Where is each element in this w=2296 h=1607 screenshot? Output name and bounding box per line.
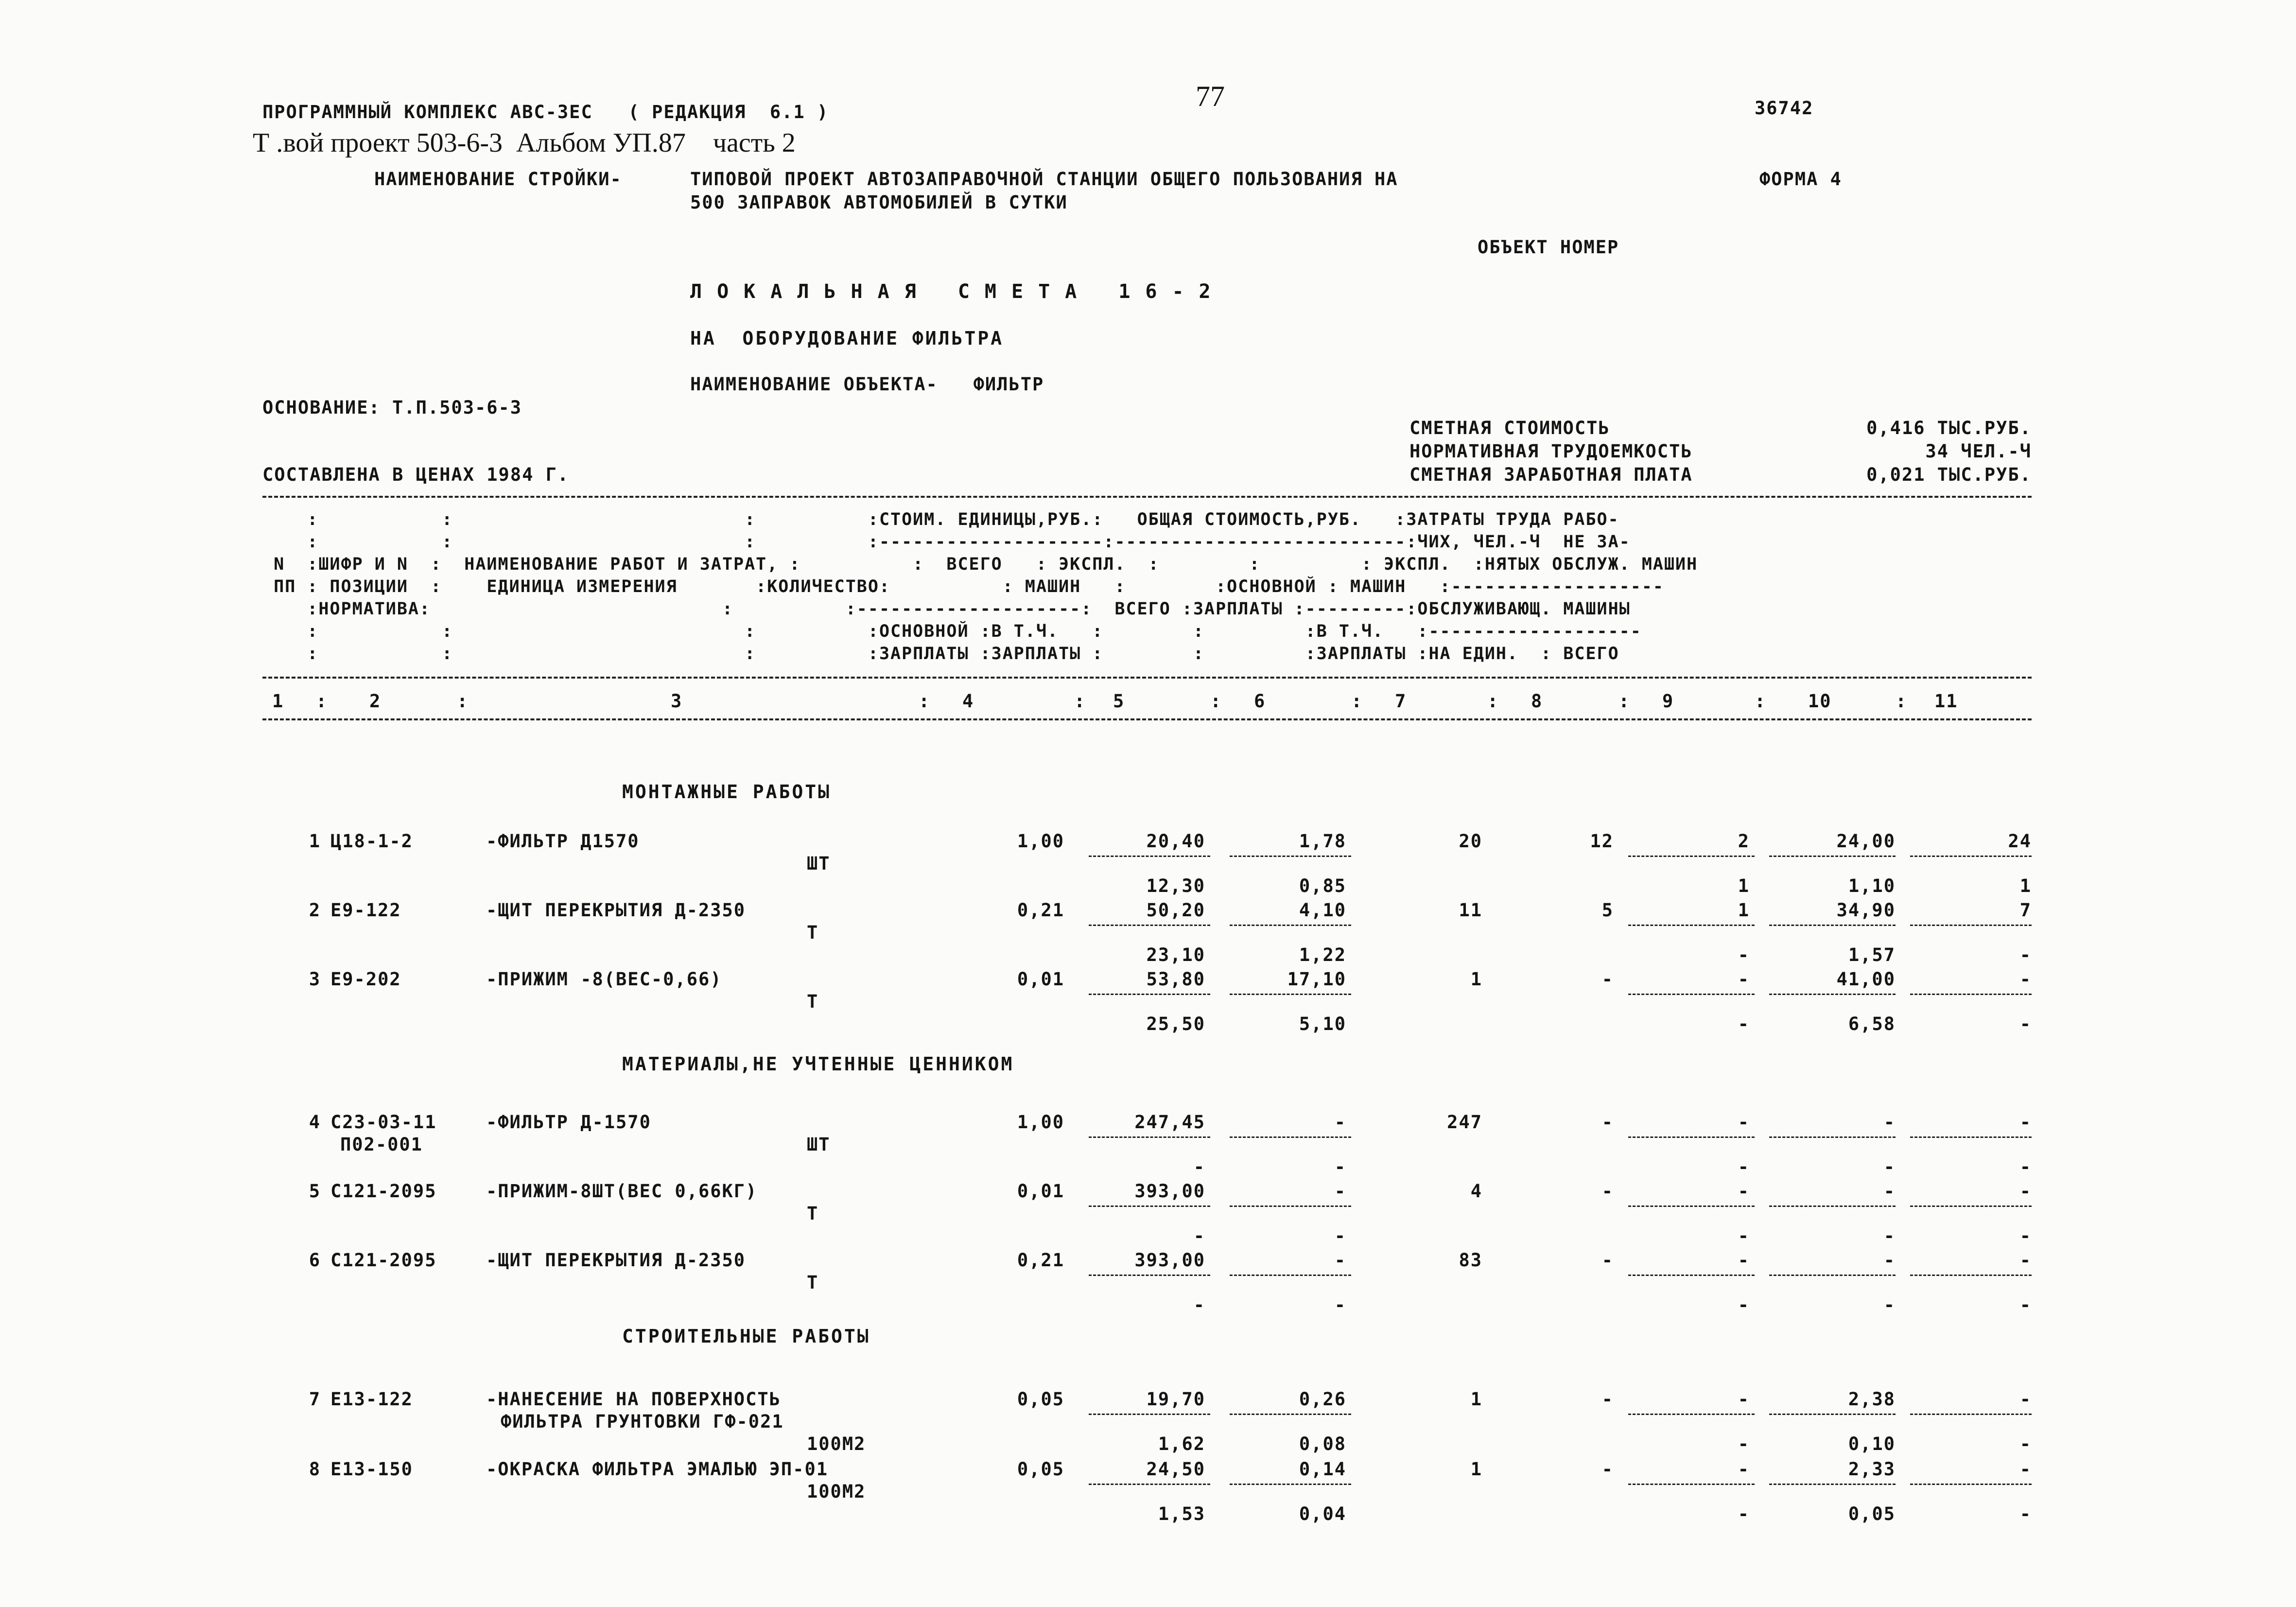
value-c11: - [2019, 1459, 2032, 1480]
work-name: -ПРИЖИМ -8(ВЕС-0,66) [486, 969, 722, 990]
value-c9: - [1738, 1250, 1750, 1271]
value-c7: 1 [1470, 969, 1482, 990]
column-separator: : [1896, 691, 1908, 712]
value-c11: 24 [2008, 831, 2032, 852]
unit-cost-divider [1089, 856, 1210, 857]
norm-code: С121-2095 [330, 1181, 437, 1202]
value-c11b: - [2019, 1503, 2032, 1524]
value-c11b: - [2019, 1294, 2032, 1315]
table-header-row5: :НОРМАТИВА: : :--------------------: ВСЕГО :ЗАРПЛАТЫ :---------:ОБСЛУЖИВАЮЩ. МАШИНЫ [262, 599, 1631, 619]
value-c10b: 0,05 [1848, 1503, 1896, 1524]
norm-code: Е9-122 [330, 900, 401, 921]
value-c11: - [2019, 1112, 2032, 1133]
construction-name-line2: 500 ЗАПРАВОК АВТОМОБИЛЕЙ В СУТКИ [690, 192, 1068, 213]
value-c9b: - [1738, 1013, 1750, 1034]
column-separator: : [1487, 691, 1499, 712]
table-header-row2: : : : :--------------------:--------------------------:ЧИХ, ЧЕЛ.-Ч НЕ ЗА- [262, 532, 1631, 552]
labor-total-divider [1910, 1275, 2032, 1276]
column-number-8: 8 [1531, 691, 1543, 712]
value-c7: 11 [1459, 900, 1482, 921]
machine-cost-divider [1230, 1275, 1351, 1276]
labor-unit-divider [1769, 1275, 1896, 1276]
value-c10: 2,33 [1848, 1459, 1896, 1480]
labor-total-divider [1910, 856, 2032, 857]
value-c8: - [1601, 1181, 1614, 1202]
value-c9b: 1 [1738, 875, 1750, 896]
machine-wage-divider [1628, 925, 1755, 926]
machine-wage-divider [1628, 856, 1755, 857]
summary-cost-value: 0,416 ТЫС.РУБ. [1866, 418, 2032, 438]
value-c6: - [1334, 1250, 1346, 1271]
value-c9b: - [1738, 1433, 1750, 1454]
column-number-4: 4 [962, 691, 974, 712]
value-c10b: - [1883, 1156, 1896, 1177]
column-number-1: 1 [272, 691, 284, 712]
value-c9: - [1738, 1459, 1750, 1480]
machine-wage-divider [1628, 1484, 1755, 1485]
labor-unit-divider [1769, 994, 1896, 995]
table-header-row6: : : : :ОСНОВНОЙ :В Т.Ч. : : :В Т.Ч. :------------------- [262, 622, 1642, 641]
machine-cost-divider [1230, 856, 1351, 857]
section-materials: МАТЕРИАЛЫ,НЕ УЧТЕННЫЕ ЦЕННИКОМ [622, 1053, 1014, 1075]
value-c9b: - [1738, 1225, 1750, 1246]
machine-cost-divider [1230, 1414, 1351, 1415]
work-name: -ОКРАСКА ФИЛЬТРА ЭМАЛЬЮ ЭП-01 [486, 1459, 829, 1480]
summary-cost-label: СМЕТНАЯ СТОИМОСТЬ [1409, 418, 1610, 438]
work-name-cont: ФИЛЬТРА ГРУНТОВКИ ГФ-021 [501, 1411, 784, 1432]
table-header-rule [262, 677, 2032, 679]
value-c5: 393,00 [1134, 1181, 1205, 1202]
value-c5: 393,00 [1134, 1250, 1205, 1271]
value-c6: - [1334, 1181, 1346, 1202]
document-subtitle: НА ОБОРУДОВАНИЕ ФИЛЬТРА [690, 328, 1004, 349]
norm-code: С23-03-11 [330, 1112, 437, 1133]
summary-labor-value: 34 ЧЕЛ.-Ч [1925, 441, 2032, 462]
value-qty: 1,00 [1017, 831, 1064, 852]
price-level: СОСТАВЛЕНА В ЦЕНАХ 1984 Г. [262, 464, 570, 485]
value-c10: - [1883, 1250, 1896, 1271]
value-c10b: 0,10 [1848, 1433, 1896, 1454]
basis: ОСНОВАНИЕ: Т.П.503-6-3 [262, 397, 522, 418]
value-c5b: - [1193, 1156, 1205, 1177]
value-c11: - [2019, 969, 2032, 990]
table-header-row7: : : : :ЗАРПЛАТЫ :ЗАРПЛАТЫ : : :ЗАРПЛАТЫ :НА ЕДИН. : ВСЕГО [262, 644, 1619, 664]
work-name: -ФИЛЬТР Д-1570 [486, 1112, 651, 1133]
work-name: -ПРИЖИМ-8ШТ(ВЕС 0,66КГ) [486, 1181, 758, 1202]
summary-wage-value: 0,021 ТЫС.РУБ. [1866, 464, 2032, 485]
value-c9b: - [1738, 1503, 1750, 1524]
unit-cost-divider [1089, 1484, 1210, 1485]
value-c10: 41,00 [1836, 969, 1896, 990]
labor-total-divider [1910, 1414, 2032, 1415]
value-c8: - [1601, 1459, 1614, 1480]
unit: ШТ [807, 1134, 831, 1155]
value-c10: 2,38 [1848, 1389, 1896, 1410]
machine-wage-divider [1628, 1205, 1755, 1207]
unit-cost-divider [1089, 1414, 1210, 1415]
form-label: ФОРМА 4 [1759, 169, 1842, 190]
row-number: 6 [309, 1250, 321, 1271]
column-separator: : [1210, 691, 1222, 712]
value-qty: 0,01 [1017, 969, 1064, 990]
labor-unit-divider [1769, 1414, 1896, 1415]
machine-wage-divider [1628, 994, 1755, 995]
unit: Т [807, 922, 819, 943]
work-name: -ФИЛЬТР Д1570 [486, 831, 640, 852]
column-separator: : [316, 691, 328, 712]
value-qty: 0,21 [1017, 900, 1064, 921]
labor-total-divider [1910, 1205, 2032, 1207]
value-c9: - [1738, 1112, 1750, 1133]
machine-cost-divider [1230, 925, 1351, 926]
norm-code: Е9-202 [330, 969, 401, 990]
value-c5b: 12,30 [1146, 875, 1205, 896]
value-qty: 1,00 [1017, 1112, 1064, 1133]
row-number: 8 [309, 1459, 321, 1480]
value-c5b: 1,62 [1158, 1433, 1205, 1454]
value-c5b: 23,10 [1146, 944, 1205, 965]
row-number: 1 [309, 831, 321, 852]
value-c11b: - [2019, 1225, 2032, 1246]
value-qty: 0,21 [1017, 1250, 1064, 1271]
value-qty: 0,05 [1017, 1389, 1064, 1410]
value-c7: 247 [1447, 1112, 1482, 1133]
unit: Т [807, 1203, 819, 1224]
work-name: -НАНЕСЕНИЕ НА ПОВЕРХНОСТЬ [486, 1389, 781, 1410]
value-c7: 83 [1459, 1250, 1482, 1271]
row-number: 4 [309, 1112, 321, 1133]
table-header-row1: : : : :СТОИМ. ЕДИНИЦЫ,РУБ.: ОБЩАЯ СТОИМОСТЬ,РУБ. :ЗАТРАТЫ ТРУДА РАБО- [262, 510, 1619, 529]
object-name: НАИМЕНОВАНИЕ ОБЪЕКТА- ФИЛЬТР [690, 374, 1044, 395]
column-separator: : [457, 691, 469, 712]
column-separator: : [919, 691, 931, 712]
work-name: -ЩИТ ПЕРЕКРЫТИЯ Д-2350 [486, 1250, 746, 1271]
value-c9b: - [1738, 1294, 1750, 1315]
value-c6b: 5,10 [1299, 1013, 1346, 1034]
value-c5: 53,80 [1146, 969, 1205, 990]
column-number-10: 10 [1808, 691, 1832, 712]
value-c6b: 0,85 [1299, 875, 1346, 896]
unit: 100М2 [807, 1481, 866, 1502]
document-title: ЛОКАЛЬНАЯ СМЕТА 16-2 [690, 280, 1226, 303]
machine-cost-divider [1230, 1484, 1351, 1485]
norm-code: С121-2095 [330, 1250, 437, 1271]
value-c7: 4 [1470, 1181, 1482, 1202]
machine-wage-divider [1628, 1136, 1755, 1138]
value-c6b: 0,04 [1299, 1503, 1346, 1524]
value-c5: 50,20 [1146, 900, 1205, 921]
column-separator: : [1618, 691, 1631, 712]
value-c10b: 1,10 [1848, 875, 1896, 896]
value-qty: 0,01 [1017, 1181, 1064, 1202]
row-number: 7 [309, 1389, 321, 1410]
value-c7: 20 [1459, 831, 1482, 852]
document-number: 36742 [1755, 98, 1814, 119]
value-c5: 24,50 [1146, 1459, 1205, 1480]
column-number-3: 3 [671, 691, 683, 712]
value-c9: - [1738, 969, 1750, 990]
value-c6: 17,10 [1287, 969, 1346, 990]
column-number-2: 2 [369, 691, 382, 712]
section-mounting: МОНТАЖНЫЕ РАБОТЫ [622, 781, 832, 803]
column-number-5: 5 [1113, 691, 1125, 712]
value-c5b: - [1193, 1294, 1205, 1315]
value-c11b: - [2019, 1156, 2032, 1177]
value-c9b: - [1738, 944, 1750, 965]
value-c8: - [1601, 1112, 1614, 1133]
unit: 100М2 [807, 1433, 866, 1454]
value-c5b: 25,50 [1146, 1013, 1205, 1034]
column-number-9: 9 [1662, 691, 1674, 712]
value-c6: 1,78 [1299, 831, 1346, 852]
unit: ШТ [807, 853, 831, 874]
unit: Т [807, 991, 819, 1012]
value-c6b: - [1334, 1156, 1346, 1177]
value-c8: - [1601, 1250, 1614, 1271]
value-c11b: - [2019, 944, 2032, 965]
summary-labor-label: НОРМАТИВНАЯ ТРУДОЕМКОСТЬ [1409, 441, 1693, 462]
value-c11b: - [2019, 1433, 2032, 1454]
machine-wage-divider [1628, 1414, 1755, 1415]
value-c6b: - [1334, 1225, 1346, 1246]
value-c5: 247,45 [1134, 1112, 1205, 1133]
work-name: -ЩИТ ПЕРЕКРЫТИЯ Д-2350 [486, 900, 746, 921]
value-c11: - [2019, 1250, 2032, 1271]
labor-unit-divider [1769, 1484, 1896, 1485]
value-c11: 7 [2019, 900, 2032, 921]
value-c10b: - [1883, 1294, 1896, 1315]
value-c8: - [1601, 1389, 1614, 1410]
value-c11: - [2019, 1181, 2032, 1202]
value-c8: 5 [1601, 900, 1614, 921]
unit-cost-divider [1089, 1205, 1210, 1207]
value-c9: 2 [1738, 831, 1750, 852]
unit-cost-divider [1089, 1275, 1210, 1276]
value-c7: 1 [1470, 1459, 1482, 1480]
column-separator: : [1074, 691, 1086, 712]
table-header-row3: N :ШИФР И N : НАИМЕНОВАНИЕ РАБОТ И ЗАТРАТ, : : ВСЕГО : ЭКСПЛ. : : : ЭКСПЛ. :НЯТЫХ ОБСЛУЖ. МАШИН [262, 555, 1698, 574]
machine-wage-divider [1628, 1275, 1755, 1276]
labor-unit-divider [1769, 1136, 1896, 1138]
norm-code-ext: П02-001 [340, 1134, 423, 1155]
value-c8: - [1601, 969, 1614, 990]
object-number-label: ОБЪЕКТ НОМЕР [1478, 237, 1619, 258]
value-qty: 0,05 [1017, 1459, 1064, 1480]
construction-label: НАИМЕНОВАНИЕ СТРОЙКИ- [374, 169, 622, 190]
value-c6: 0,14 [1299, 1459, 1346, 1480]
value-c6: - [1334, 1112, 1346, 1133]
value-c5b: - [1193, 1225, 1205, 1246]
value-c8: 12 [1590, 831, 1614, 852]
column-numbers-rule [262, 718, 2032, 720]
value-c11b: - [2019, 1013, 2032, 1034]
norm-code: Е13-150 [330, 1459, 413, 1480]
value-c6: 4,10 [1299, 900, 1346, 921]
row-number: 5 [309, 1181, 321, 1202]
summary-wage-label: СМЕТНАЯ ЗАРАБОТНАЯ ПЛАТА [1409, 464, 1693, 485]
value-c5: 20,40 [1146, 831, 1205, 852]
column-number-11: 11 [1934, 691, 1958, 712]
value-c9: - [1738, 1389, 1750, 1410]
project-line: Т .вой проект 503-6-3 Альбом УП.87 часть 2 [253, 128, 796, 158]
value-c9: - [1738, 1181, 1750, 1202]
value-c6b: 1,22 [1299, 944, 1346, 965]
value-c5b: 1,53 [1158, 1503, 1205, 1524]
value-c10: 34,90 [1836, 900, 1896, 921]
value-c11b: 1 [2019, 875, 2032, 896]
column-separator: : [1755, 691, 1767, 712]
value-c10: - [1883, 1112, 1896, 1133]
value-c6b: - [1334, 1294, 1346, 1315]
unit-cost-divider [1089, 1136, 1210, 1138]
norm-code: Ц18-1-2 [330, 831, 413, 852]
construction-name-line1: ТИПОВОЙ ПРОЕКТ АВТОЗАПРАВОЧНОЙ СТАНЦИИ ОБЩЕГО ПОЛЬЗОВАНИЯ НА [690, 169, 1398, 190]
column-separator: : [1351, 691, 1363, 712]
value-c9b: - [1738, 1156, 1750, 1177]
labor-total-divider [1910, 925, 2032, 926]
value-c5: 19,70 [1146, 1389, 1205, 1410]
labor-total-divider [1910, 994, 2032, 995]
table-top-rule [262, 496, 2032, 498]
machine-cost-divider [1230, 1205, 1351, 1207]
value-c10: 24,00 [1836, 831, 1896, 852]
value-c7: 1 [1470, 1389, 1482, 1410]
value-c6b: 0,08 [1299, 1433, 1346, 1454]
labor-unit-divider [1769, 1205, 1896, 1207]
unit-cost-divider [1089, 925, 1210, 926]
section-construction: СТРОИТЕЛЬНЫЕ РАБОТЫ [622, 1326, 870, 1347]
value-c9: 1 [1738, 900, 1750, 921]
value-c10b: - [1883, 1225, 1896, 1246]
table-header-row4: ПП : ПОЗИЦИИ : ЕДИНИЦА ИЗМЕРЕНИЯ :КОЛИЧЕСТВО: : МАШИН : :ОСНОВНОЙ : МАШИН :------------------- [262, 577, 1664, 596]
column-number-7: 7 [1395, 691, 1407, 712]
column-number-6: 6 [1254, 691, 1266, 712]
value-c10: - [1883, 1181, 1896, 1202]
program-name: ПРОГРАММНЫЙ КОМПЛЕКС АВС-ЗЕС ( РЕДАКЦИЯ 6.1 ) [262, 102, 829, 122]
labor-total-divider [1910, 1484, 2032, 1485]
page-number: 77 [1196, 80, 1225, 112]
labor-unit-divider [1769, 925, 1896, 926]
value-c11: - [2019, 1389, 2032, 1410]
labor-total-divider [1910, 1136, 2032, 1138]
unit-cost-divider [1089, 994, 1210, 995]
value-c10b: 6,58 [1848, 1013, 1896, 1034]
machine-cost-divider [1230, 994, 1351, 995]
unit: Т [807, 1272, 819, 1293]
machine-cost-divider [1230, 1136, 1351, 1138]
norm-code: Е13-122 [330, 1389, 413, 1410]
value-c6: 0,26 [1299, 1389, 1346, 1410]
value-c10b: 1,57 [1848, 944, 1896, 965]
row-number: 2 [309, 900, 321, 921]
row-number: 3 [309, 969, 321, 990]
labor-unit-divider [1769, 856, 1896, 857]
